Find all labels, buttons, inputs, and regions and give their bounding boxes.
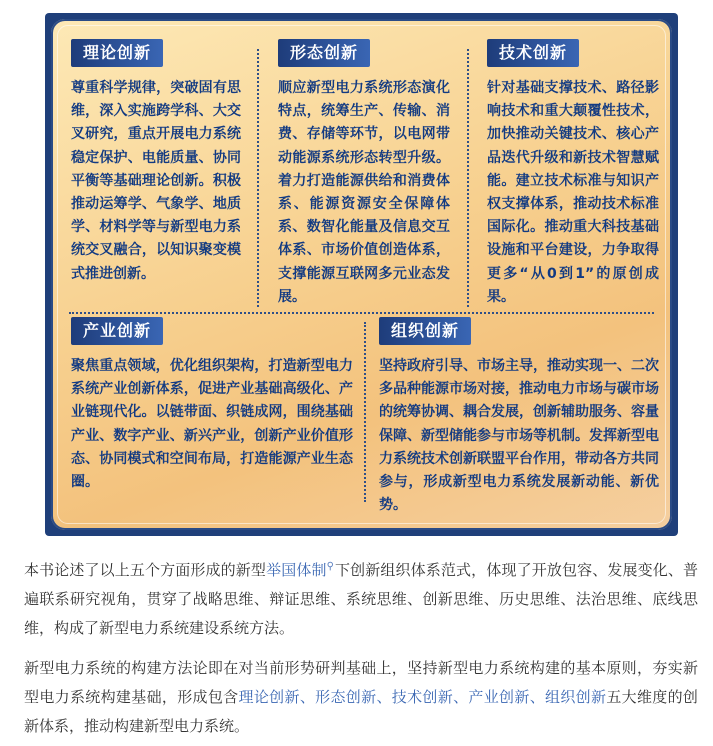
section-body: 聚焦重点领域，优化组织架构，打造新型电力系统产业创新体系，促进产业基础高级化、产业链现代化。以链带面、织链成网，围绕基础产业、数字产业、新兴产业，创新产业价值形态、协同模式和空间布局，打造能源产业生态圈。 <box>71 358 353 491</box>
section-theory <box>71 39 241 286</box>
article-paragraph <box>24 654 698 741</box>
topic-link[interactable]: 举国体制 <box>266 561 327 579</box>
link-theory[interactable]: 理论创新 <box>238 688 300 706</box>
divider <box>257 49 259 307</box>
section-technology <box>487 39 659 309</box>
link-organization[interactable]: 组织创新 <box>545 688 607 706</box>
search-icon[interactable]: ⚲ <box>326 561 334 572</box>
link-separator: 、 <box>299 688 316 706</box>
paragraph-text: 新型电力系统的构建方法论即在对当前形势研判基础上，坚持新型电力系统构建的基本原则，夯实新型电力系统构建基础，形成包含 <box>24 659 698 706</box>
innovation-poster <box>45 13 678 536</box>
link-technology[interactable]: 技术创新 <box>391 688 454 706</box>
link-separator: 、 <box>453 688 469 706</box>
section-title: 理论创新 <box>71 39 163 67</box>
paragraph-text: 本书论述了以上五个方面形成的新型 <box>24 561 267 579</box>
link-form[interactable]: 形态创新 <box>315 688 377 706</box>
section-title: 形态创新 <box>278 39 370 67</box>
section-body: 坚持政府引导、市场主导，推动实现一、二次多品种能源市场对接，推动电力市场与碳市场的统筹协调、耦合发展，创新辅助服务、容量保障、新型储能参与市场等机制。发挥新型电力系统技术创新联盟平台作用，带动各方共同参与，形成新型电力系统发展新动能、新优势。 <box>379 358 659 514</box>
section-title: 技术创新 <box>487 39 579 67</box>
section-body: 针对基础支撑技术、路径影响技术和重大颠覆性技术，加快推动关键技术、核心产品迭代升级和新技术智慧赋能。建立技术标准与知识产权支撑体系，推动技术标准国际化。推动重大科技基础设施和平台建设，力争取得更多“从0到1”的原创成果。 <box>487 80 659 305</box>
link-separator: 、 <box>529 688 546 706</box>
paragraph-text: 五大维度的创新体系，推动构建新型电力系统。 <box>24 688 698 735</box>
divider <box>364 322 366 502</box>
divider <box>467 49 469 307</box>
section-body: 顺应新型电力系统形态演化特点，统筹生产、传输、消费、存储等环节，以电网带动能源系统形态转型升级。着力打造能源供给和消费体系、能源资源安全保障体系、数智化能量及信息交互体系、市场价值创造体系，支撑能源互联网多元业态发展。 <box>278 80 450 305</box>
section-title: 组织创新 <box>379 317 471 345</box>
link-industry[interactable]: 产业创新 <box>468 688 530 706</box>
section-form <box>278 39 450 309</box>
poster-panel <box>51 19 672 530</box>
section-organization <box>379 317 659 517</box>
link-separator: 、 <box>376 688 392 706</box>
section-body: 尊重科学规律，突破固有思维，深入实施跨学科、大交叉研究，重点开展电力系统稳定保护、电能质量、协同平衡等基础理论创新。积极推动运筹学、气象学、地质学、材料学等与新型电力系统交叉融合，以知识聚变模式推进创新。 <box>71 80 241 282</box>
section-title: 产业创新 <box>71 317 163 345</box>
section-industry <box>71 317 353 494</box>
paragraph-text: 下创新组织体系范式，体现了开放包容、发展变化、普遍联系研究视角，贯穿了战略思维、辩证思维、系统思维、创新思维、历史思维、法治思维、底线思维，构成了新型电力系统建设系统方法。 <box>24 561 698 637</box>
article-paragraph <box>24 552 698 643</box>
divider <box>69 312 654 314</box>
